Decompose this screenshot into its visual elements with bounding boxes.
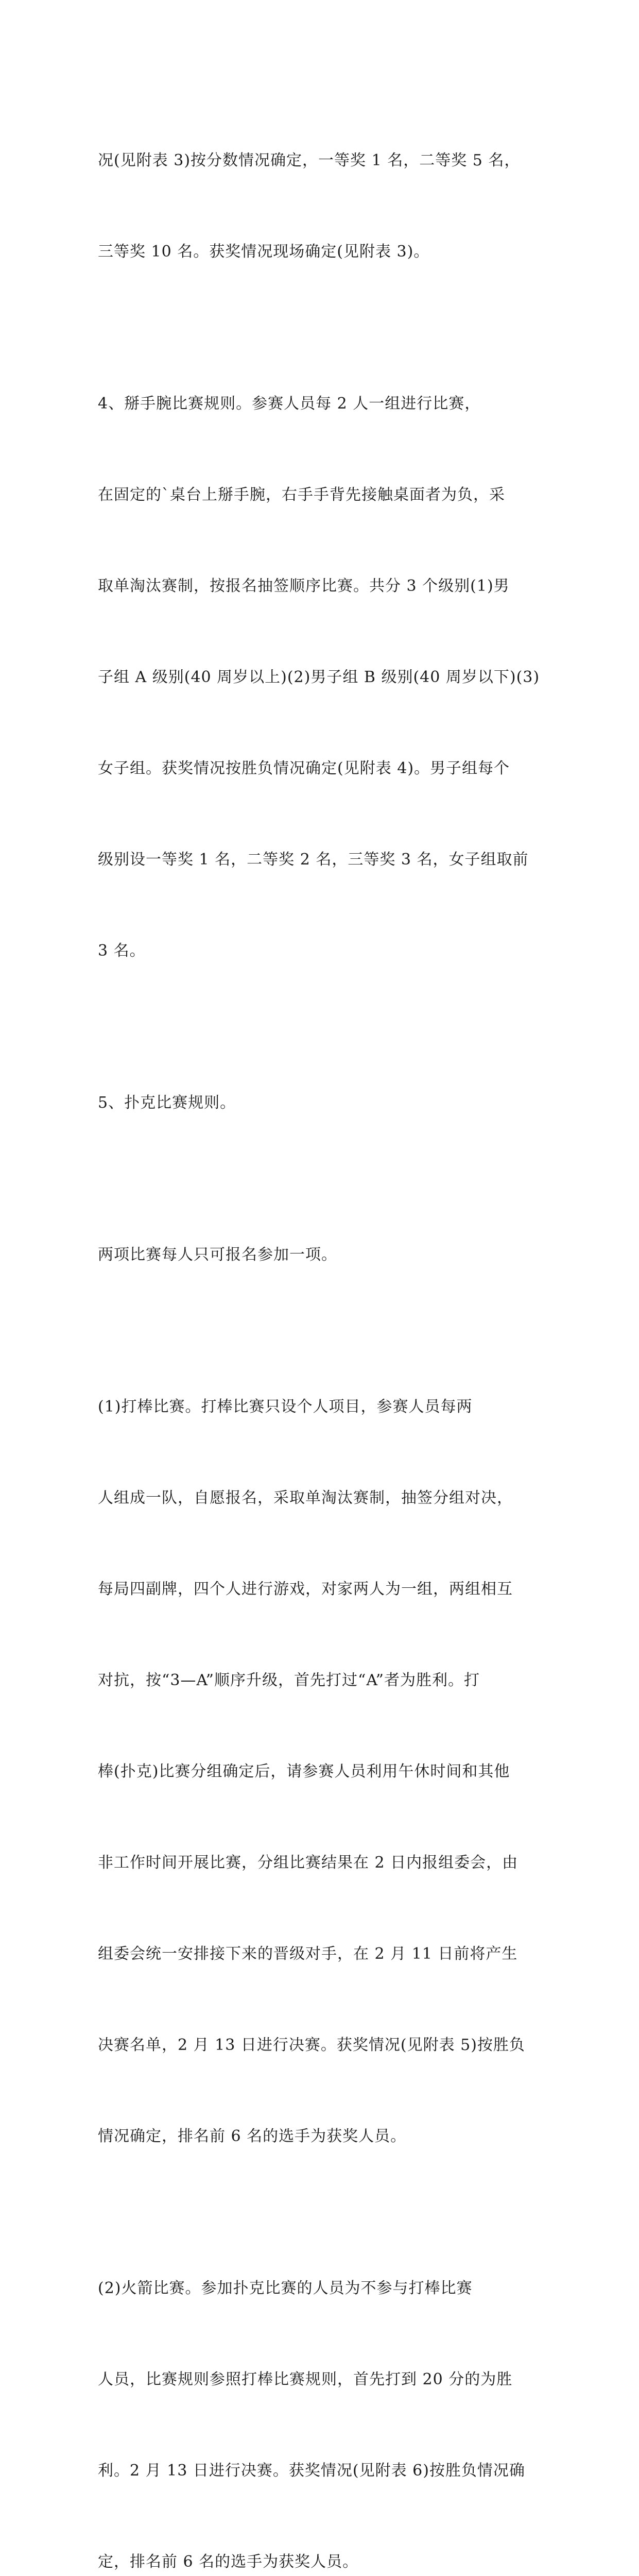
text-line: 决赛名单，2 月 13 日进行决赛。获奖情况(见附表 5)按胜负 [98,2036,525,2054]
paragraph-award-continuation [98,84,546,328]
text-line: 级别设一等奖 1 名，二等奖 2 名，三等奖 3 名，女子组取前 [98,851,529,869]
body-text [98,84,546,2576]
paragraph-rocket-rules [98,2212,546,2576]
text-line: 3 名。 [98,942,146,960]
text-line: 在固定的`桌台上掰手腕，右手手背先接触桌面者为负，采 [98,486,505,504]
text-line: 棒(扑克)比赛分组确定后，请参赛人员利用午休时间和其他 [98,1762,510,1781]
text-line: 4、掰手腕比赛规则。参赛人员每 2 人一组进行比赛， [98,395,481,413]
text-line: 女子组。获奖情况按胜负情况确定(见附表 4)。男子组每个 [98,759,510,777]
paragraph-arm-wrestling-rules [98,328,546,1027]
text-line: 定，排名前 6 名的选手为获奖人员。 [98,2553,359,2571]
text-line: 三等奖 10 名。获奖情况现场确定(见附表 3)。 [98,243,430,261]
text-line: 利。2 月 13 日进行决赛。获奖情况(见附表 6)按胜负情况确 [98,2462,525,2480]
paragraph-entry-limit [98,1179,546,1331]
text-line: 人员，比赛规则参照打棒比赛规则，首先打到 20 分的为胜 [98,2370,513,2388]
text-line: 取单淘汰赛制，按报名抽签顺序比赛。共分 3 个级别(1)男 [98,577,510,595]
text-line: 两项比赛每人只可报名参加一项。 [98,1246,337,1264]
text-line: 子组 A 级别(40 周岁以上)(2)男子组 B 级别(40 周岁以下)(3) [98,668,540,686]
text-line: 人组成一队，自愿报名，采取单淘汰赛制，抽签分组对决， [98,1489,513,1507]
paragraph-dabang-rules [98,1331,546,2212]
text-line: (2)火箭比赛。参加扑克比赛的人员为不参与打棒比赛 [98,2279,473,2297]
paragraph-poker-rules-heading [98,1027,546,1179]
text-line: 组委会统一安排接下来的晋级对手，在 2 月 11 日前将产生 [98,1945,518,1963]
text-line: 况(见附表 3)按分数情况确定，一等奖 1 名，二等奖 5 名， [98,151,521,170]
text-line: 对抗，按“3—A”顺序升级，首先打过“A”者为胜利。打 [98,1671,480,1689]
text-line: 情况确定，排名前 6 名的选手为获奖人员。 [98,2127,407,2145]
text-line: (1)打棒比赛。打棒比赛只设个人项目，参赛人员每两 [98,1398,473,1416]
text-line: 非工作时间开展比赛，分组比赛结果在 2 日内报组委会，由 [98,1854,519,1872]
text-line: 每局四副牌，四个人进行游戏，对家两人为一组，两组相互 [98,1580,513,1598]
text-line: 5、扑克比赛规则。 [98,1094,236,1112]
